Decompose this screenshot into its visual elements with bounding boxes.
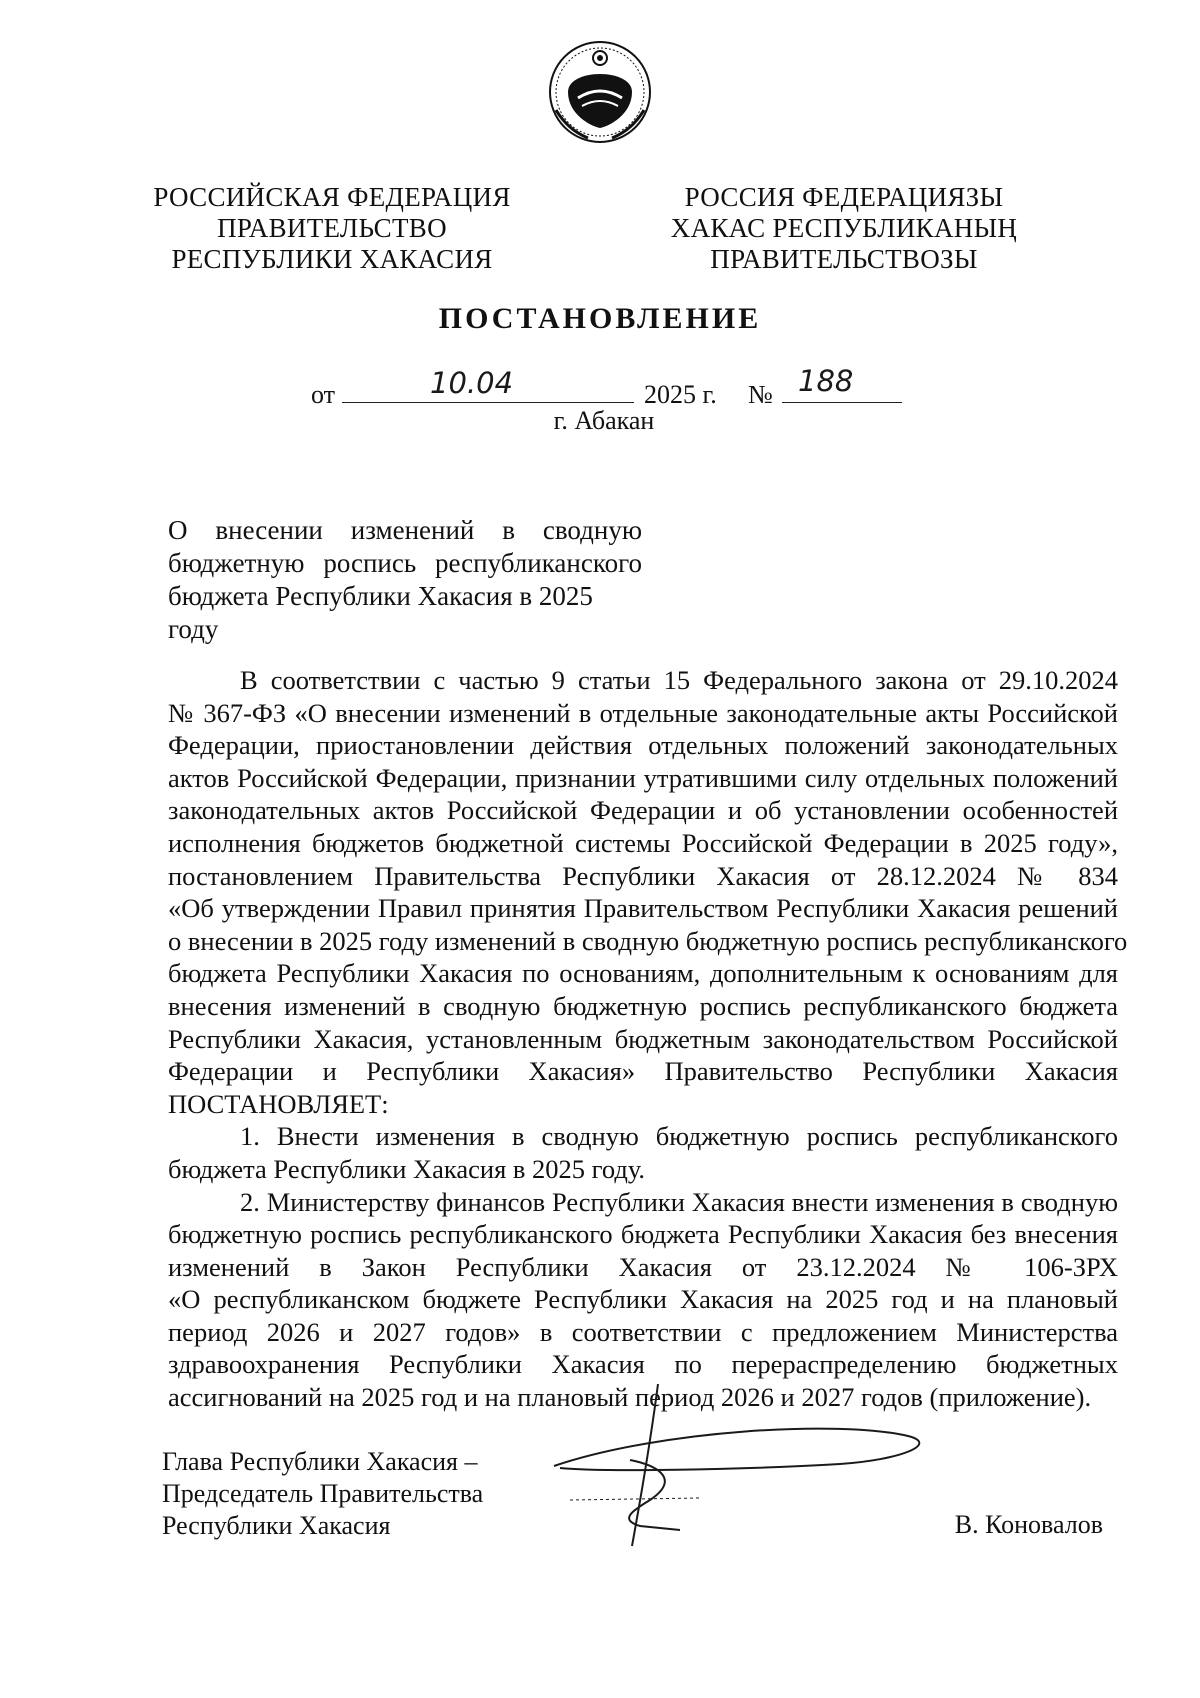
subject-line: бюджета Республики Хакасия в 2025 году bbox=[168, 581, 593, 644]
coat-of-arms-emblem bbox=[548, 40, 652, 144]
body-line: «Об утверждении Правил принятия Правительством Республики Хакасия решений bbox=[168, 893, 1118, 924]
number-handwritten: 188 bbox=[798, 364, 854, 398]
body-line: здравоохранения Республики Хакасия по перераспределению бюджетных bbox=[168, 1349, 1118, 1380]
header-right-line-2: ХАКАС РЕСПУБЛИКАНЫҢ bbox=[670, 213, 1018, 243]
number-label: № bbox=[748, 380, 773, 409]
header-right-line-1: РОССИЯ ФЕДЕРАЦИЯЗЫ bbox=[684, 182, 1004, 212]
signatory-position-line: Председатель Правительства bbox=[162, 1479, 484, 1508]
year-label: 2025 г. bbox=[644, 380, 717, 409]
body-line: 1. Внести изменения в сводную бюджетную роспись республиканского bbox=[240, 1121, 1118, 1152]
body-line: 2. Министерству финансов Республики Хакасия внести изменения в сводную bbox=[240, 1186, 1118, 1217]
body-line: законодательных актов Российской Федерации и об установлении особенностей bbox=[168, 795, 1118, 826]
body-line: «О республиканском бюджете Республики Хакасия на 2025 год и на плановый bbox=[168, 1284, 1118, 1315]
body-line: постановлением Правительства Республики Хакасия от 28.12.2024 № 834 bbox=[168, 860, 1118, 891]
city: г. Абакан bbox=[553, 406, 655, 435]
body-line: Республики Хакасия, установленным бюджетным законодательством Российской bbox=[168, 1023, 1118, 1054]
signatory-position bbox=[162, 1446, 483, 1542]
body-line: Федерации и Республики Хакасия» Правительство Республики Хакасия bbox=[168, 1056, 1118, 1087]
body-line: № 367-ФЗ «О внесении изменений в отдельные законодательные акты Российской bbox=[168, 697, 1118, 728]
body-text bbox=[168, 664, 1128, 1414]
body-line: ПОСТАНОВЛЯЕТ: bbox=[168, 1088, 389, 1119]
handwritten-signature bbox=[540, 1380, 960, 1550]
body-line: В соответствии с частью 9 статьи 15 Федерального закона от 29.10.2024 bbox=[240, 665, 1118, 695]
body-line: Федерации, приостановлении действия отдельных положений законодательных bbox=[168, 730, 1118, 761]
body-line: бюджета Республики Хакасия по основаниям, дополнительным к основаниям для bbox=[168, 958, 1118, 989]
header-left-line-1: РОССИЙСКАЯ ФЕДЕРАЦИЯ bbox=[153, 182, 511, 212]
document-title: ПОСТАНОВЛЕНИЕ bbox=[438, 302, 762, 335]
body-line: о внесении в 2025 году изменений в сводную бюджетную роспись республиканского bbox=[168, 925, 1128, 956]
body-line: актов Российской Федерации, признании утратившими силу отдельных положений bbox=[168, 762, 1118, 793]
header-right-block bbox=[624, 182, 1064, 275]
header-left-line-3: РЕСПУБЛИКИ ХАКАСИЯ bbox=[171, 244, 493, 274]
subject-line: бюджетную роспись республиканского bbox=[168, 548, 642, 578]
signatory-position-line: Республики Хакасия bbox=[162, 1511, 391, 1540]
subject-block bbox=[168, 514, 642, 646]
body-line: исполнения бюджетов бюджетной системы Российской Федерации в 2025 году», bbox=[168, 827, 1118, 858]
header-right-line-3: ПРАВИТЕЛЬСТВОЗЫ bbox=[710, 244, 978, 274]
date-prefix: от bbox=[311, 380, 336, 409]
signatory-position-line: Глава Республики Хакасия – bbox=[162, 1447, 478, 1476]
body-line: бюджетную роспись республиканского бюджета Республики Хакасия без внесения bbox=[168, 1219, 1118, 1250]
body-line: бюджета Республики Хакасия в 2025 году. bbox=[168, 1153, 646, 1184]
body-line: внесения изменений в сводную бюджетную роспись республиканского бюджета bbox=[168, 990, 1118, 1021]
signatory-name: В. Коновалов bbox=[954, 1510, 1103, 1539]
body-line: ассигнований на 2025 год и на плановый период 2026 и 2027 годов (приложение). bbox=[168, 1382, 1092, 1413]
date-handwritten: 10.04 bbox=[430, 366, 514, 400]
header-left-block bbox=[112, 182, 552, 275]
subject-line: О внесении изменений в сводную bbox=[168, 515, 642, 545]
header-left-line-2: ПРАВИТЕЛЬСТВО bbox=[217, 213, 447, 243]
body-line: изменений в Закон Республики Хакасия от 23.12.2024 № 106-ЗРХ bbox=[168, 1251, 1118, 1282]
body-line: период 2026 и 2027 годов» в соответствии с предложением Министерства bbox=[168, 1316, 1118, 1347]
